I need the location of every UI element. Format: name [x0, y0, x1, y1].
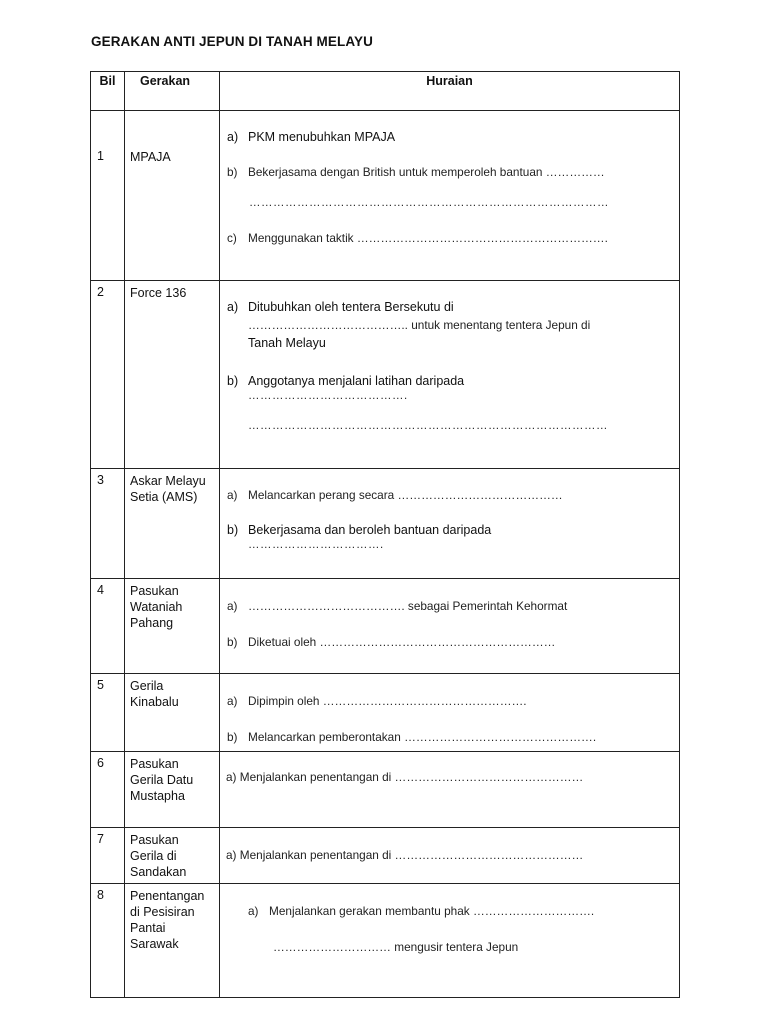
huraian-text: Anggotanya menjalani latihan daripada	[248, 374, 465, 388]
table-row	[91, 828, 680, 884]
huraian-text: Menggunakan taktik ……………………………………………………….	[248, 231, 608, 245]
list-item: a) Menjalankan gerakan membantu phak ………………………….	[248, 902, 673, 920]
list-item: a) Ditubuhkan oleh tentera Bersekutu di	[227, 298, 673, 316]
list-item: a) …………………………………. sebagai Pemerintah Kehormat	[227, 597, 673, 615]
table-row	[91, 111, 680, 281]
list-item: a) Dipimpin oleh …………………………………………….	[227, 692, 673, 710]
row-number: 2	[97, 285, 104, 299]
huraian-text: a) Menjalankan penentangan di …………………………………………	[226, 848, 584, 862]
blank-line: …………………………….	[248, 539, 384, 551]
table-row	[91, 469, 680, 579]
row-gerakan: Force 136	[130, 286, 187, 300]
huraian-text: Menjalankan gerakan membantu phak ………………………….	[269, 904, 595, 918]
huraian-text: Dipimpin oleh …………………………………………….	[248, 694, 527, 708]
huraian-text: Melancarkan pemberontakan ………………………………………….	[248, 730, 597, 744]
row-gerakan: Askar Melayu Setia (AMS)	[130, 474, 206, 504]
blank-line: ………………………………….	[248, 390, 408, 402]
gerakan-table	[90, 71, 680, 998]
row-gerakan: Pasukan Gerila di Sandakan	[130, 833, 187, 879]
huraian-text: a) Menjalankan penentangan di …………………………………………	[226, 770, 584, 784]
huraian-text: Ditubuhkan oleh tentera Bersekutu di	[248, 300, 454, 314]
huraian-text: ………………………… mengusir tentera Jepun	[273, 940, 519, 954]
table-row	[91, 281, 680, 469]
row-gerakan: Pasukan Gerila Datu Mustapha	[130, 757, 194, 803]
list-item: b) Diketuai oleh ……………………………………………………	[227, 633, 673, 651]
huraian-text: Tanah Melayu	[248, 336, 326, 350]
huraian-text: Diketuai oleh ……………………………………………………	[248, 635, 556, 649]
huraian-text: …………………………………. sebagai Pemerintah Kehormat	[248, 599, 568, 613]
table-header-row	[91, 72, 680, 111]
row-gerakan: Penentangan di Pesisiran Pantai Sarawak	[130, 889, 205, 951]
huraian-text: Bekerjasama dengan British untuk memperoleh bantuan ……………	[248, 165, 605, 179]
row-gerakan: Gerila Kinabalu	[130, 679, 179, 709]
table-row	[91, 752, 680, 828]
list-item: c) Menggunakan taktik ……………………………………………………….	[227, 229, 673, 247]
huraian-text: ………………………………….. untuk menentang tentera Jepun di	[248, 318, 591, 332]
table-row	[91, 579, 680, 674]
list-item: b) Anggotanya menjalani latihan daripada	[227, 372, 673, 390]
blank-line: ………………………………………………………………………………	[248, 420, 608, 432]
list-item: b) Melancarkan pemberontakan ………………………………………….	[227, 728, 673, 746]
blank-line: ………………………………………………………………………………	[249, 197, 609, 209]
header-huraian: Huraian	[220, 72, 680, 111]
huraian-text: Bekerjasama dan beroleh bantuan daripada	[248, 523, 492, 537]
list-item: a) Melancarkan perang secara ……………………………………	[227, 486, 673, 504]
huraian-text: Melancarkan perang secara ……………………………………	[248, 488, 563, 502]
huraian-text: PKM menubuhkan MPAJA	[248, 130, 396, 144]
row-number: 8	[97, 888, 104, 902]
row-number: 6	[97, 756, 104, 770]
row-gerakan: MPAJA	[130, 150, 171, 164]
header-bil: Bil	[91, 72, 125, 111]
list-item: b) Bekerjasama dengan British untuk memperoleh bantuan ……………	[227, 163, 673, 181]
header-gerakan: Gerakan	[125, 72, 220, 111]
row-number: 7	[97, 832, 104, 846]
row-number: 5	[97, 678, 104, 692]
list-item: a) PKM menubuhkan MPAJA	[227, 128, 673, 146]
row-number: 4	[97, 583, 104, 597]
row-number: 3	[97, 473, 104, 487]
row-number: 1	[97, 149, 104, 163]
table-row	[91, 674, 680, 752]
page-title: GERAKAN ANTI JEPUN DI TANAH MELAYU	[91, 34, 373, 49]
table-row	[91, 884, 680, 998]
row-gerakan: Pasukan Wataniah Pahang	[130, 584, 183, 630]
list-item: b) Bekerjasama dan beroleh bantuan daripada	[227, 521, 673, 539]
